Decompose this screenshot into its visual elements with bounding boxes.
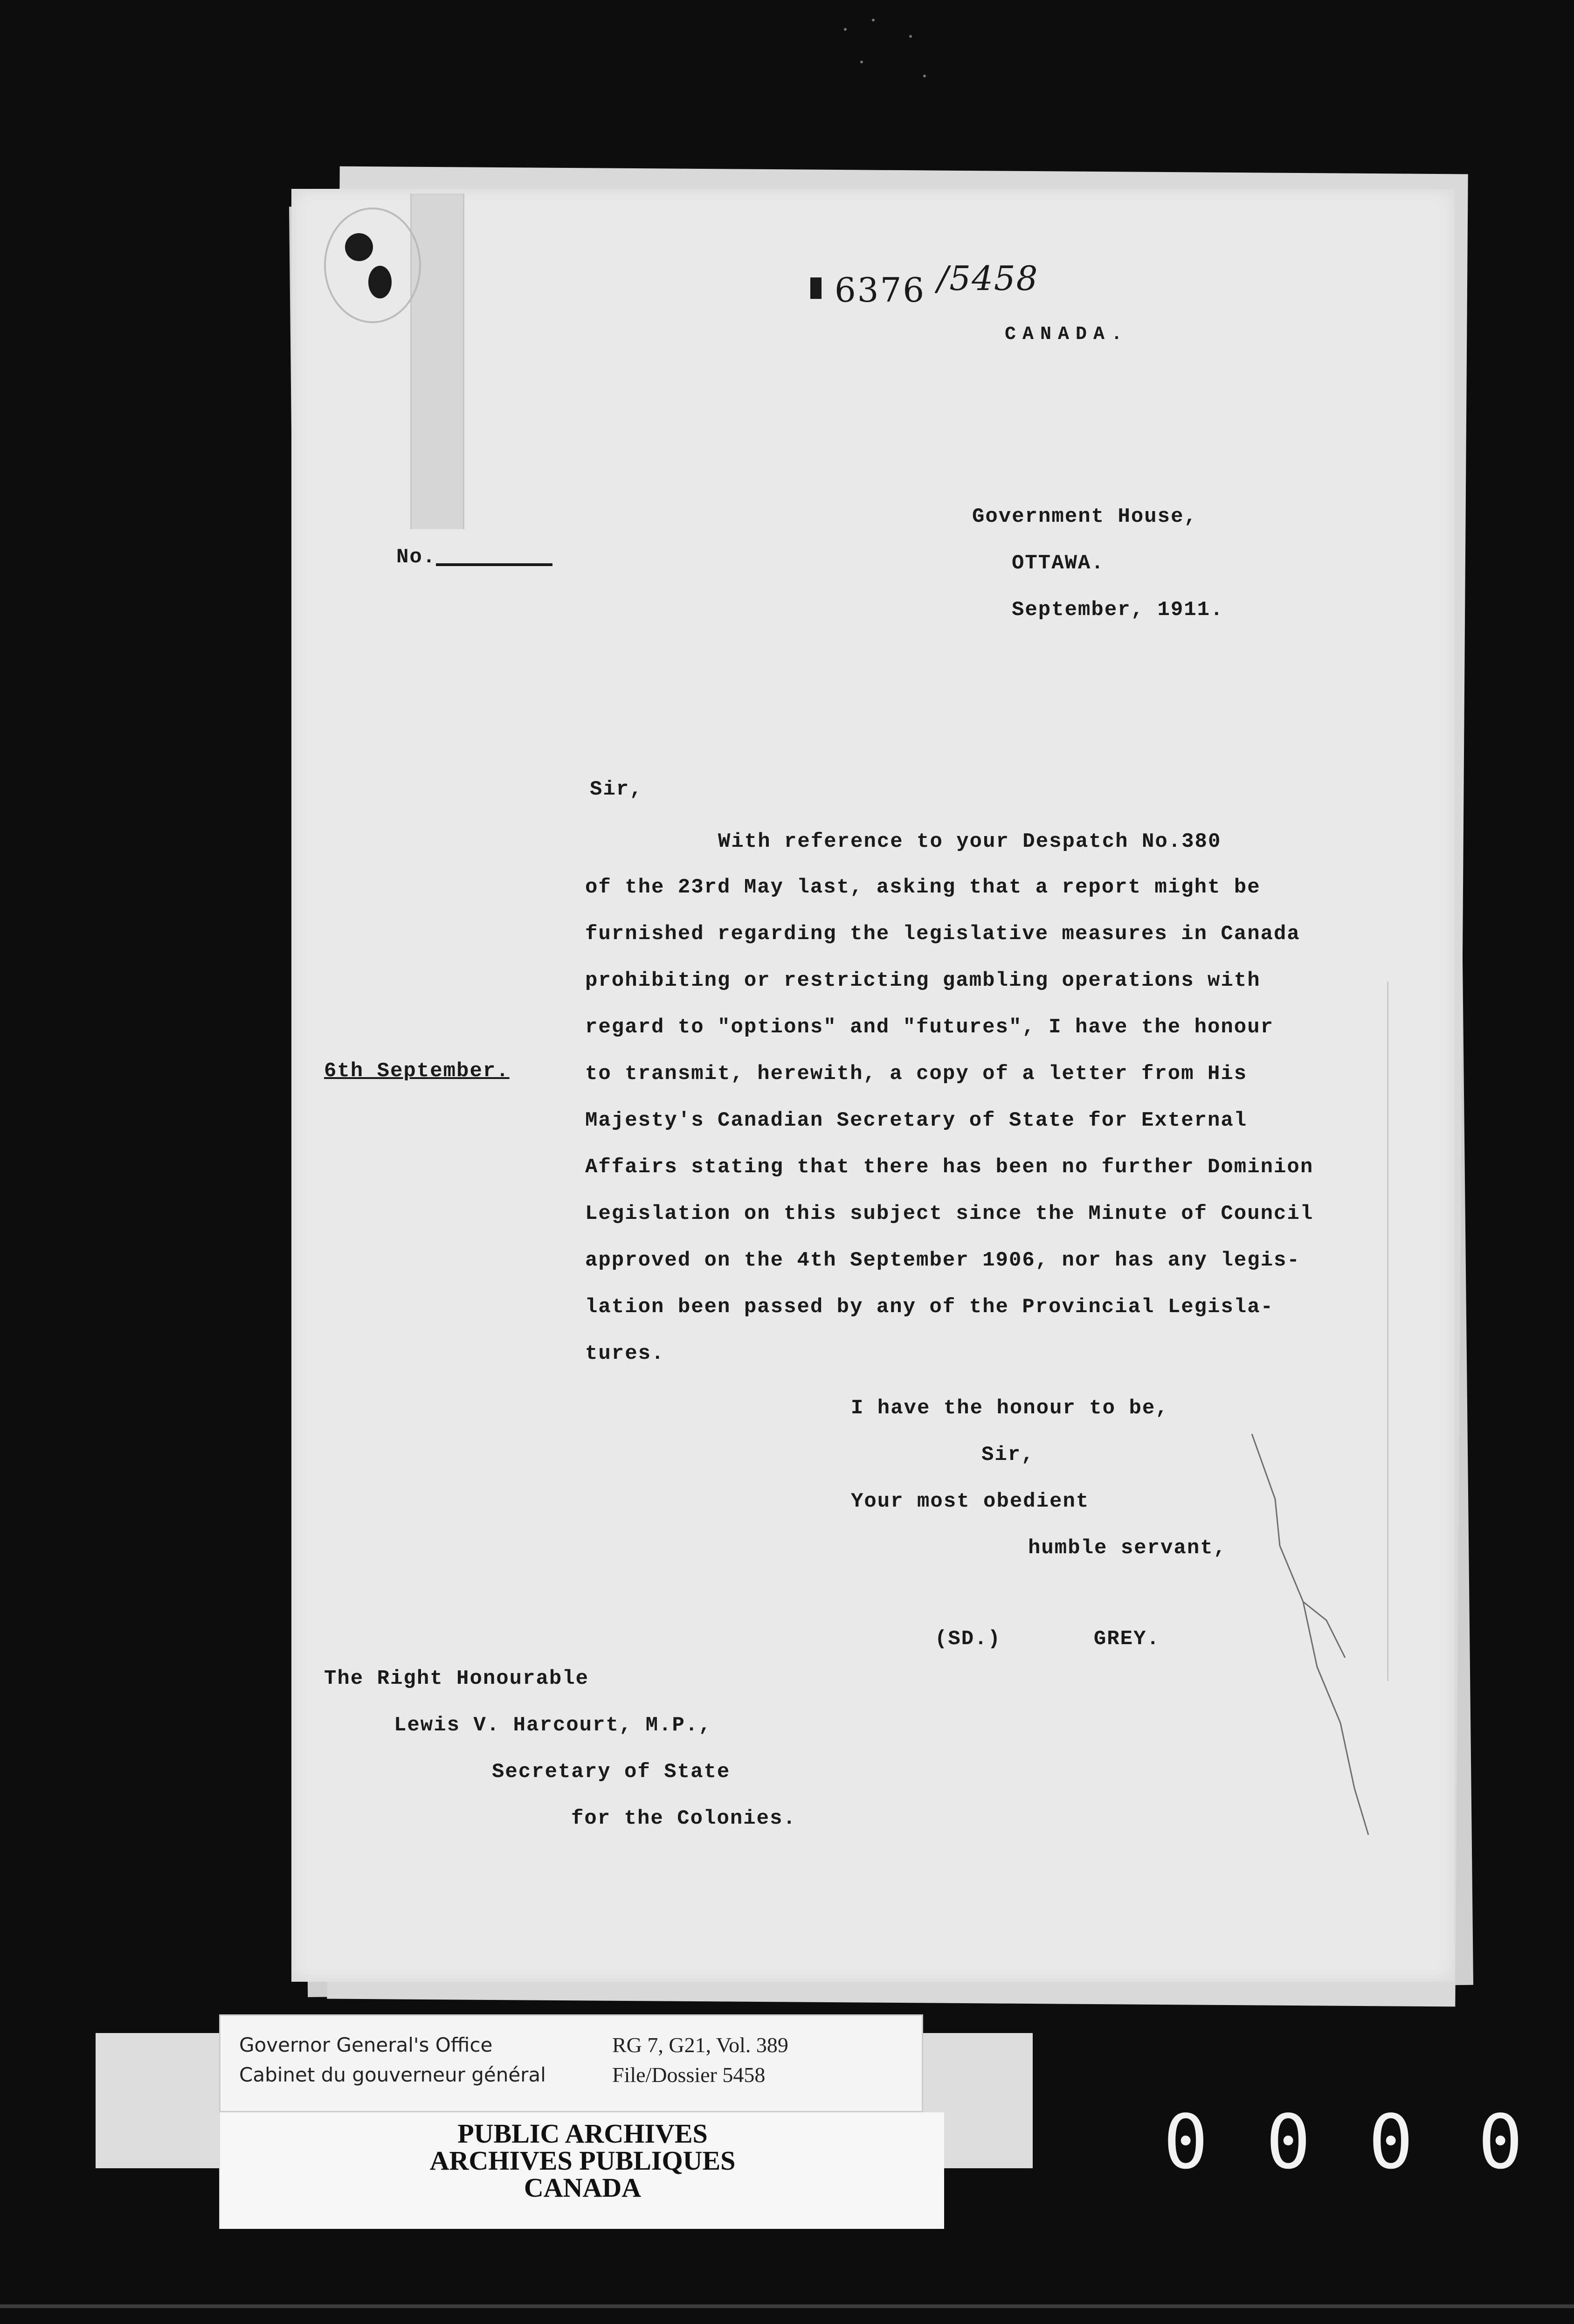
- recipient-line-3: Secretary of State: [492, 1760, 731, 1784]
- margin-note-date: 6th September.: [324, 1059, 510, 1083]
- body-line: approved on the 4th September 1906, nor has any legis-: [585, 1249, 1300, 1272]
- salutation: Sir,: [590, 778, 643, 801]
- signature: (SD.) GREY.: [935, 1627, 1160, 1651]
- closing-line-3: Your most obedient: [851, 1490, 1090, 1513]
- body-line: Affairs stating that there has been no further Dominion: [585, 1155, 1314, 1179]
- recipient-line-4: for the Colonies.: [571, 1807, 796, 1830]
- film-edge: [0, 2304, 1574, 2308]
- office-english: Governor General's Office: [239, 2033, 493, 2056]
- number-blank-line: [436, 563, 552, 566]
- body-line: regard to "options" and "futures", I have the honour: [585, 1016, 1274, 1039]
- body-line: Legislation on this subject since the Minute of Council: [585, 1202, 1314, 1225]
- body-line: to transmit, herewith, a copy of a letter from His: [585, 1062, 1248, 1086]
- file-number-handwritten: /5458: [937, 259, 1039, 298]
- address-line-1: Government House,: [972, 505, 1197, 528]
- office-french: Cabinet du gouverneur général: [239, 2063, 546, 2086]
- recipient-line-2: Lewis V. Harcourt, M.P.,: [394, 1714, 712, 1737]
- body-line: tures.: [585, 1342, 665, 1365]
- closing-line-2: Sir,: [981, 1443, 1035, 1466]
- address-date: September, 1911.: [1012, 598, 1224, 622]
- body-line: furnished regarding the legislative measures in Canada: [585, 922, 1300, 946]
- recipient-line-1: The Right Honourable: [324, 1667, 589, 1690]
- number-label: No.: [396, 546, 436, 569]
- body-line: Majesty's Canadian Secretary of State for External: [585, 1109, 1248, 1132]
- frame-counter-digit: 0: [1368, 2098, 1414, 2186]
- file-dossier-reference: File/Dossier 5458: [612, 2063, 766, 2087]
- record-group-reference: RG 7, G21, Vol. 389: [612, 2033, 788, 2057]
- frame-counter-digit: 0: [1266, 2098, 1311, 2186]
- archives-country: CANADA: [524, 2172, 642, 2203]
- page-fold: [1387, 982, 1482, 1681]
- film-specks: [816, 9, 937, 93]
- body-line: With reference to your Despatch No.380: [718, 830, 1222, 853]
- frame-counter-digit: 0: [1163, 2098, 1208, 2186]
- tape-strip: [410, 194, 464, 529]
- punch-hole-ring: [324, 208, 421, 323]
- archives-title-english: PUBLIC ARCHIVES: [457, 2118, 708, 2149]
- archive-reference-label: [219, 2014, 923, 2112]
- file-number: 6376: [835, 270, 926, 310]
- body-line: of the 23rd May last, asking that a report might be: [585, 876, 1261, 899]
- body-line: prohibiting or restricting gambling operations with: [585, 969, 1261, 992]
- stamp-mark: [810, 277, 822, 299]
- archives-title-french: ARCHIVES PUBLIQUES: [429, 2145, 736, 2176]
- punch-hole: [368, 266, 392, 298]
- public-archives-label: [219, 2112, 944, 2229]
- frame-counter-digit: 0: [1478, 2098, 1523, 2186]
- punch-hole: [345, 233, 373, 261]
- body-line: lation been passed by any of the Provincial Legisla-: [585, 1295, 1274, 1319]
- closing-line-1: I have the honour to be,: [851, 1397, 1169, 1420]
- closing-line-4: humble servant,: [1028, 1536, 1227, 1560]
- address-line-2: OTTAWA.: [1012, 552, 1105, 575]
- paper-crease: [1247, 1425, 1387, 1844]
- country-heading: CANADA.: [1005, 324, 1129, 345]
